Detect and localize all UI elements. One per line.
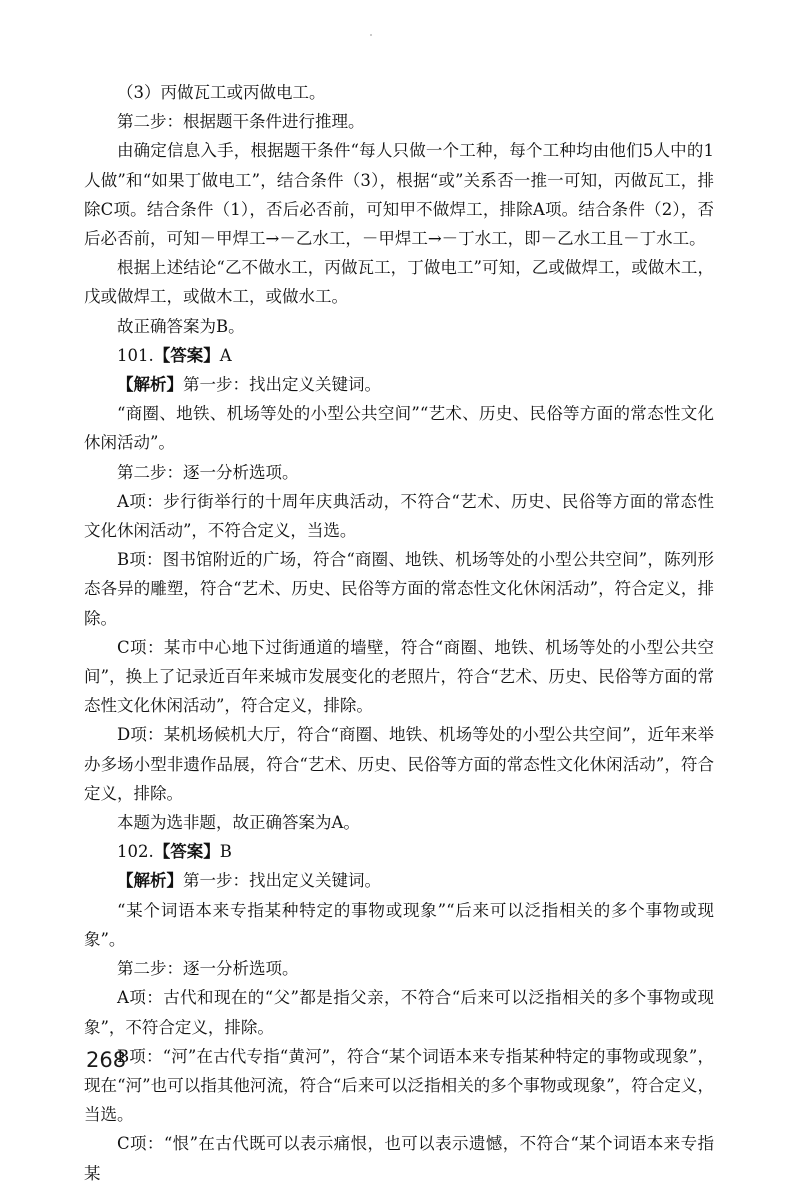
analysis-text: 第一步：找出定义关键词。 [183,375,381,395]
paragraph: 第二步：根据题干条件进行推理。 [117,112,365,132]
answer-label: 【答案】 [153,345,220,365]
answer-value: B [219,842,232,862]
analysis-line [84,370,714,399]
paragraph: 第二步：逐一分析选项。 [117,462,299,482]
analysis-label: 【解析】 [117,871,183,891]
paragraph: B项：“河”在古代专指“黄河”，符合“某个词语本来专指某种特定的事物或现象”，现在“河”也可以指其他河流，符合“后来可以泛指相关的多个事物或现象”，符合定义，当选。 [84,1046,714,1125]
answer-line-101 [84,341,714,370]
paragraph: B项：图书馆附近的广场，符合“商圈、地铁、机场等处的小型公共空间”，陈列形态各异的雕塑，符合“艺术、历史、民俗等方面的常态性文化休闲活动”，符合定义，排除。 [84,550,714,628]
paragraph: A项：步行街举行的十周年庆典活动，不符合“艺术、历史、民俗等方面的常态性文化休闲活动”，不符合定义，当选。 [84,491,714,541]
answer-value: A [219,345,232,365]
paragraph: D项：某机场候机大厅，符合“商圈、地铁、机场等处的小型公共空间”，近年来举办多场小型非遗作品展，符合“艺术、历史、民俗等方面的常态性文化休闲活动”，符合定义，排除。 [84,725,714,803]
page-number: 268 [86,1048,127,1072]
paragraph: A项：古代和现在的“父”都是指父亲，不符合“后来可以泛指相关的多个事物或现象”，不符合定义，排除。 [84,988,714,1037]
paragraph: 根据上述结论“乙不做水工，丙做瓦工，丁做电工”可知，乙或做焊工，或做木工，戊或做焊工，或做木工，或做水工。 [84,258,714,307]
analysis-text: 第一步：找出定义关键词。 [183,871,381,891]
paragraph: C项：“恨”在古代既可以表示痛恨，也可以表示遗憾，不符合“某个词语本来专指某 [84,1134,714,1183]
scan-speck [370,34,372,36]
paragraph: “某个词语本来专指某种特定的事物或现象”“后来可以泛指相关的多个事物或现象”。 [84,900,714,949]
paragraph: C项：某市中心地下过街通道的墙壁，符合“商圈、地铁、机场等处的小型公共空间”，换上了记录近百年来城市发展变化的老照片，符合“艺术、历史、民俗等方面的常态性文化休闲活动”，符合定义，排除。 [84,637,714,716]
paragraph: 故正确答案为B。 [117,316,245,336]
page-body [84,78,714,1188]
question-number: 101. [117,345,154,365]
paragraph: 本题为选非题，故正确答案为A。 [117,813,360,833]
answer-label: 【答案】 [153,842,220,862]
answer-line-102 [84,837,714,866]
analysis-label: 【解析】 [117,375,183,395]
paragraph: （3）丙做瓦工或丙做电工。 [117,83,326,102]
question-number: 102. [117,842,154,862]
analysis-line [84,866,714,895]
paragraph: 第二步：逐一分析选项。 [117,959,299,979]
paragraph: 由确定信息入手，根据题干条件“每人只做一个工种，每个工种均由他们5人中的1人做”和“如果丁做电工”，结合条件（3），根据“或”关系否一推一可知，丙做瓦工，排除C项。结合条件（1），否后必否前，可知甲不做焊工，排除A项。结合条件（2），否后必否前，可知－甲焊工→－乙水工，－甲焊工→－丁水工，即－乙水工且－丁水工。 [84,141,714,249]
paragraph: “商圈、地铁、机场等处的小型公共空间”“艺术、历史、民俗等方面的常态性文化休闲活动”。 [84,404,714,453]
